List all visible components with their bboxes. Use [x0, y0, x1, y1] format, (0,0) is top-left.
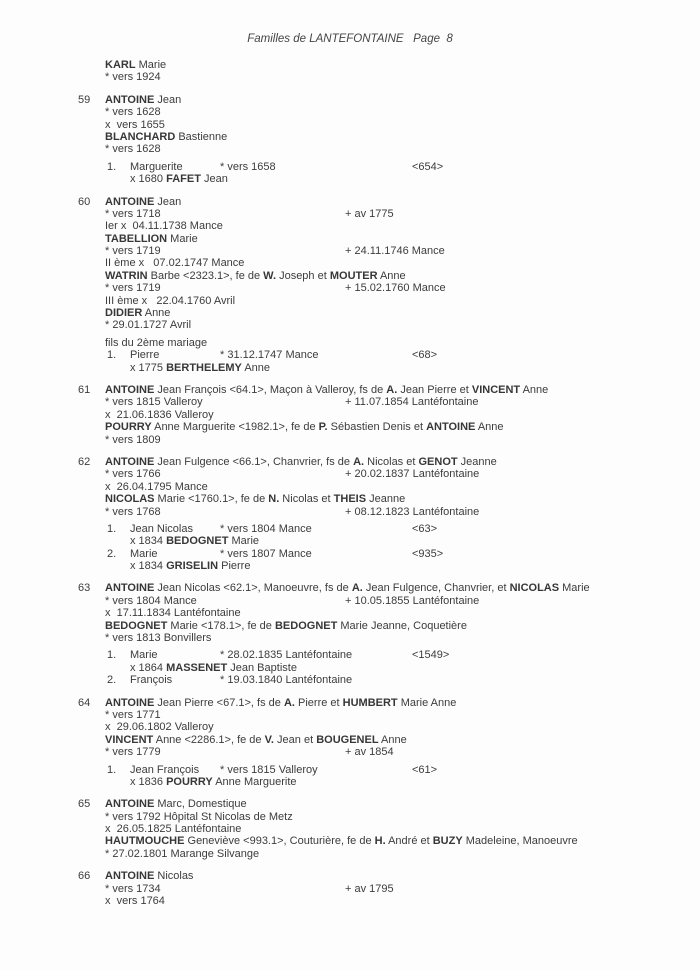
dates-line — [105, 595, 700, 607]
birth-date: * vers 1771 — [105, 708, 161, 721]
person-line — [105, 94, 700, 106]
person-line — [105, 798, 700, 810]
record-number: 61 — [78, 383, 91, 396]
spouse-surname: BEDOGNET — [166, 535, 229, 548]
person-line — [105, 270, 700, 282]
surname: ANTOINE — [105, 870, 155, 883]
spouse-given-names: Jean Baptiste — [227, 661, 297, 674]
surname: VINCENT — [471, 383, 521, 396]
dates-line — [105, 709, 700, 721]
spouse-given-names: x 1834 — [130, 560, 167, 573]
marriage-line: Ier x 04.11.1738 Mance — [105, 220, 223, 233]
family-record — [0, 384, 700, 446]
record-number: 62 — [78, 455, 91, 468]
child-row — [105, 649, 700, 661]
family-record — [0, 582, 700, 686]
family-record — [0, 697, 700, 789]
family-record — [0, 94, 700, 186]
person-line — [105, 697, 700, 709]
child-row — [105, 764, 700, 776]
given-names: Sébastien Denis et — [327, 421, 427, 434]
surname: ANTOINE — [105, 383, 155, 396]
given-names: Marie Jeanne, Coquetière — [337, 619, 467, 632]
birth-date: * vers 1734 — [105, 882, 161, 895]
surname: THEIS — [333, 493, 367, 506]
surname: A. — [283, 696, 295, 709]
birth-date: * vers 1779 — [105, 746, 161, 759]
family-record — [0, 59, 700, 84]
dates-line — [105, 282, 700, 294]
surname: A. — [351, 582, 363, 595]
marriage-line: x 17.11.1834 Lantéfontaine — [105, 607, 241, 620]
record-body — [105, 582, 700, 686]
given-names: Marie — [135, 59, 167, 71]
spouse-surname: MASSENET — [166, 661, 228, 674]
children-list — [105, 649, 700, 686]
marriage-line: III ème x 22.04.1760 Avril — [105, 294, 236, 307]
child-birth-date: * 31.12.1747 Mance — [220, 349, 319, 362]
birth-date: * vers 1628 — [105, 143, 161, 156]
surname: ANTOINE — [105, 696, 155, 709]
child-marriage-line — [105, 173, 700, 185]
birth-date: * vers 1815 Valleroy — [105, 396, 203, 409]
dates-line — [105, 396, 700, 408]
family-record — [0, 870, 700, 907]
surname: NICOLAS — [509, 582, 560, 595]
given-names: Marie — [559, 582, 590, 595]
child-row — [105, 674, 700, 686]
spouse-surname: FAFET — [166, 173, 201, 186]
birth-date: * vers 1804 Mance — [105, 594, 197, 607]
person-line — [105, 233, 700, 245]
given-names: Jean — [154, 93, 182, 106]
child-reference: <1549> — [412, 649, 450, 662]
spouse-surname: GRISELIN — [166, 560, 219, 573]
marriage-line: x vers 1655 — [105, 118, 165, 131]
child-reference: <68> — [412, 349, 438, 362]
given-names: Anne <2286.1>, fe de — [153, 733, 265, 746]
marriage-line: x vers 1764 — [105, 895, 165, 908]
child-birth-date: * 19.03.1840 Lantéfontaine — [220, 674, 353, 687]
death-date: + av 1795 — [345, 882, 394, 895]
person-line — [105, 384, 700, 396]
given-names: Anne — [142, 307, 171, 320]
surname: P. — [318, 421, 328, 434]
children-list — [105, 337, 700, 374]
dates-line — [105, 468, 700, 480]
record-body — [105, 384, 700, 446]
surname: ANTOINE — [426, 421, 476, 434]
surname: VINCENT — [105, 733, 154, 746]
given-names: Pierre et — [294, 696, 343, 709]
death-date: + av 1775 — [345, 207, 394, 220]
spouse-given-names: Anne — [241, 361, 271, 374]
person-line — [105, 196, 700, 208]
record-number: 59 — [78, 93, 91, 106]
record-body — [105, 870, 700, 907]
death-date: + 24.11.1746 Mance — [345, 245, 445, 258]
marriage-line: x 29.06.1802 Valleroy — [105, 721, 214, 734]
birth-date: * vers 1768 — [105, 505, 161, 518]
given-names: Anne — [520, 383, 549, 396]
given-names: Jeanne — [366, 493, 406, 506]
family-record — [0, 456, 700, 573]
given-names: Jean Fulgence, Chanvrier, et — [362, 582, 510, 595]
given-names: Marie Anne — [397, 696, 457, 709]
child-marriage-line — [105, 662, 700, 674]
surname: BUZY — [432, 835, 463, 848]
surname: HAUTMOUCHE — [105, 835, 185, 848]
child-number: 2. — [107, 674, 117, 687]
given-names: Joseph et — [276, 269, 330, 282]
birth-date: * vers 1628 — [105, 106, 161, 119]
dates-line — [105, 883, 700, 895]
child-birth-date: * vers 1815 Valleroy — [220, 763, 318, 776]
given-names: Jean et — [274, 733, 317, 746]
dates-line — [105, 746, 700, 758]
child-marriage-line — [105, 560, 700, 572]
child-reference: <61> — [412, 763, 438, 776]
record-body — [105, 196, 700, 374]
child-row — [105, 548, 700, 560]
record-body — [105, 456, 700, 573]
child-name: Jean Nicolas — [130, 522, 193, 535]
dates-line — [105, 506, 700, 518]
child-birth-date: * vers 1658 — [220, 160, 276, 173]
birth-date: * vers 1809 — [105, 433, 161, 446]
child-number: 1. — [107, 763, 117, 776]
child-number: 1. — [107, 160, 117, 173]
marriage-line: II ème x 07.02.1747 Mance — [105, 257, 245, 270]
family-record — [0, 798, 700, 860]
given-names: Jean Pierre et — [397, 383, 472, 396]
birth-date: * 29.01.1727 Avril — [105, 319, 192, 332]
child-number: 1. — [107, 349, 117, 362]
given-names: André et — [385, 835, 433, 848]
child-birth-date: * vers 1807 Mance — [220, 547, 312, 560]
death-date: + 10.05.1855 Lantéfontaine — [345, 594, 480, 607]
spouse-given-names: Jean — [200, 173, 228, 186]
dates-line — [105, 434, 700, 446]
record-body — [105, 798, 700, 860]
birth-date: * vers 1924 — [105, 71, 161, 84]
record-number: 60 — [78, 195, 91, 208]
child-row — [105, 161, 700, 173]
child-name: Jean François — [130, 763, 200, 776]
surname: HUMBERT — [342, 696, 398, 709]
surname: BLANCHARD — [105, 130, 176, 143]
child-name: Marie — [130, 547, 158, 560]
death-date: + 08.12.1823 Lantéfontaine — [345, 505, 480, 518]
dates-line — [105, 811, 700, 823]
child-number: 2. — [107, 547, 117, 560]
surname: ANTOINE — [105, 582, 155, 595]
record-number: 64 — [78, 696, 91, 709]
person-line — [105, 131, 700, 143]
spouse-surname: POURRY — [166, 775, 213, 788]
surname: ANTOINE — [105, 455, 155, 468]
spouse-given-names: Anne Marguerite — [212, 775, 297, 788]
spouse-given-names: x 1864 — [130, 661, 167, 674]
page-title: Familles de LANTEFONTAINE Page 8 — [247, 33, 453, 45]
dates-line — [105, 143, 700, 155]
children-list — [105, 523, 700, 573]
surname: ANTOINE — [105, 798, 155, 811]
spouse-given-names: x 1775 — [130, 361, 167, 374]
dates-line — [105, 848, 700, 860]
spouse-given-names: x 1834 — [130, 535, 167, 548]
record-number: 66 — [78, 870, 91, 883]
surname: W. — [263, 269, 277, 282]
person-line — [105, 493, 700, 505]
child-birth-date: * vers 1804 Mance — [220, 522, 312, 535]
child-row — [105, 349, 700, 361]
marriage-line: x 21.06.1836 Valleroy — [105, 408, 214, 421]
given-names: Jean François <64.1>, Maçon à Valleroy, fs de — [154, 383, 387, 396]
child-marriage-line — [105, 535, 700, 547]
child-marriage-line — [105, 362, 700, 374]
marriage-line: x 26.04.1795 Mance — [105, 480, 208, 493]
surname: ANTOINE — [105, 93, 155, 106]
child-number: 1. — [107, 649, 117, 662]
death-date: + av 1854 — [345, 746, 394, 759]
spouse-given-names: Pierre — [218, 560, 251, 573]
marriage-line: x 26.05.1825 Lantéfontaine — [105, 823, 242, 836]
death-date: + 15.02.1760 Mance — [345, 282, 446, 295]
given-names: Marie — [167, 232, 198, 245]
person-line — [105, 421, 700, 433]
given-names: Barbe <2323.1>, fe de — [147, 269, 264, 282]
surname: TABELLION — [105, 232, 168, 245]
surname: N. — [268, 493, 280, 506]
children-note: fils du 2ème mariage — [105, 336, 208, 349]
child-marriage-line — [105, 776, 700, 788]
person-line — [105, 620, 700, 632]
surname: DIDIER — [105, 307, 143, 320]
dates-line — [105, 106, 700, 118]
child-number: 1. — [107, 522, 117, 535]
person-line — [105, 307, 700, 319]
surname: POURRY — [105, 421, 152, 434]
dates-line — [105, 208, 700, 220]
surname: BOUGENEL — [316, 733, 379, 746]
child-reference: <654> — [412, 160, 444, 173]
spouse-given-names: x 1836 — [130, 775, 167, 788]
birth-date: * vers 1719 — [105, 282, 161, 295]
person-line — [105, 456, 700, 468]
spouse-given-names: Marie — [228, 535, 259, 548]
birth-date: * vers 1718 — [105, 207, 161, 220]
surname: MOUTER — [329, 269, 378, 282]
given-names: Madeleine, Manoeuvre — [462, 835, 578, 848]
person-line — [105, 582, 700, 594]
person-line — [105, 870, 700, 882]
surname: V. — [264, 733, 274, 746]
given-names: Anne — [378, 733, 407, 746]
child-birth-date: * 28.02.1835 Lantéfontaine — [220, 649, 353, 662]
given-names: Jeanne — [457, 455, 497, 468]
given-names: Anne — [475, 421, 504, 434]
child-name: Marie — [130, 649, 158, 662]
child-reference: <63> — [412, 522, 438, 535]
children-list — [105, 161, 700, 186]
surname: ANTOINE — [105, 195, 155, 208]
given-names: Bastienne — [175, 130, 228, 143]
record-body — [105, 59, 700, 84]
given-names: Nicolas et — [279, 493, 334, 506]
dates-line — [105, 319, 700, 331]
spouse-given-names: x 1680 — [130, 173, 167, 186]
person-line — [105, 734, 700, 746]
given-names: Marie <1760.1>, fe de — [154, 493, 269, 506]
given-names: Marc, Domestique — [154, 798, 247, 811]
given-names: Nicolas — [154, 870, 194, 883]
records — [0, 59, 700, 917]
birth-date: * 27.02.1801 Marange Silvange — [105, 847, 260, 860]
given-names: Geneviève <993.1>, Couturière, fe de — [184, 835, 375, 848]
death-date: + 11.07.1854 Lantéfontaine — [345, 396, 479, 409]
family-record — [0, 196, 700, 374]
given-names: Anne — [377, 269, 406, 282]
dates-line — [105, 245, 700, 257]
child-name: Marguerite — [130, 160, 183, 173]
given-names: Jean — [154, 195, 182, 208]
given-names: Anne Marguerite <1982.1>, fe de — [151, 421, 319, 434]
surname: A. — [386, 383, 398, 396]
birth-date: * vers 1813 Bonvillers — [105, 632, 212, 645]
child-name: François — [130, 674, 173, 687]
dates-line — [105, 71, 700, 83]
children-list — [105, 764, 700, 789]
surname: GENOT — [418, 455, 458, 468]
birth-date: * vers 1792 Hôpital St Nicolas de Metz — [105, 810, 293, 823]
birth-date: * vers 1766 — [105, 468, 161, 481]
surname: BEDOGNET — [105, 619, 168, 632]
record-number: 63 — [78, 582, 91, 595]
record-body — [105, 697, 700, 789]
surname: KARL — [105, 59, 136, 71]
record-number: 65 — [78, 798, 91, 811]
person-line — [105, 59, 700, 71]
given-names: Marie <178.1>, fe de — [167, 619, 275, 632]
death-date: + 20.02.1837 Lantéfontaine — [345, 468, 480, 481]
given-names: Jean Nicolas <62.1>, Manoeuvre, fs de — [154, 582, 352, 595]
given-names: Nicolas et — [364, 455, 419, 468]
surname: A. — [353, 455, 365, 468]
surname: NICOLAS — [105, 493, 155, 506]
record-body — [105, 94, 700, 186]
given-names: Jean Fulgence <66.1>, Chanvrier, fs de — [154, 455, 354, 468]
spouse-surname: BERTHELEMY — [166, 361, 242, 374]
child-row — [105, 523, 700, 535]
child-name: Pierre — [130, 349, 160, 362]
surname: H. — [374, 835, 386, 848]
surname: WATRIN — [105, 269, 148, 282]
birth-date: * vers 1719 — [105, 245, 161, 258]
given-names: Jean Pierre <67.1>, fs de — [154, 696, 284, 709]
person-line — [105, 835, 700, 847]
child-reference: <935> — [412, 547, 444, 560]
dates-line — [105, 632, 700, 644]
surname: BEDOGNET — [274, 619, 338, 632]
